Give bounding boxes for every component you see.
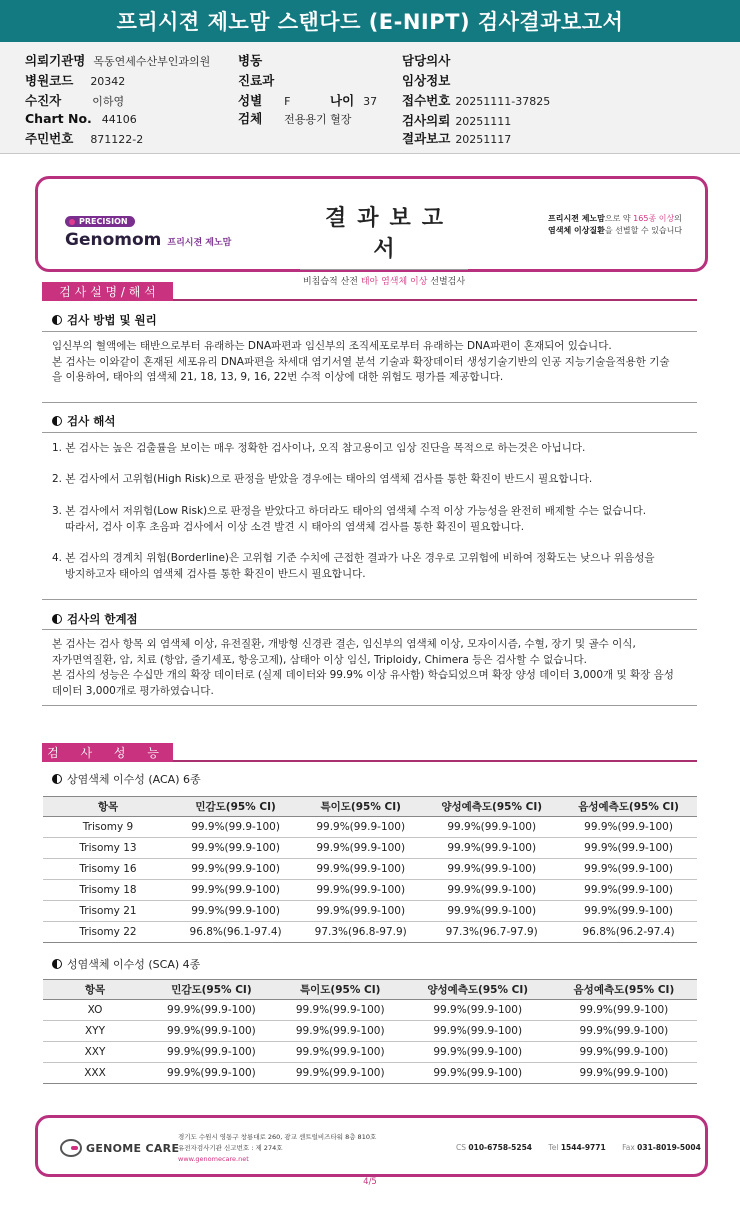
table-cell: XO: [43, 1000, 147, 1021]
chart-row: [25, 111, 137, 126]
clinical-row: [402, 71, 450, 89]
column-header: 항목: [43, 797, 173, 817]
request-value: 20251111: [455, 115, 512, 128]
subtitle-part: 선별검사: [427, 277, 466, 287]
tel-label: Tel: [548, 1143, 559, 1152]
table-cell: 99.9%(99.9-100): [560, 901, 697, 922]
dept-label: 진료과: [238, 73, 275, 88]
hospital-value: 목동연세수산부인과의원: [93, 55, 211, 68]
subtitle-part: 비침습적 산전: [302, 277, 361, 287]
address-line: 경기도 수원시 영통구 창룡대로 260, 광교 센트럴비즈타워 8층 810호: [178, 1133, 377, 1141]
doctor-label: 담당의사: [402, 53, 451, 68]
divider: [42, 599, 697, 600]
code-value: 20342: [90, 75, 126, 88]
interpretation-item: [52, 504, 692, 535]
doctor-row: [402, 51, 450, 69]
table-cell: 99.9%(99.9-100): [551, 1063, 697, 1084]
table-cell: 99.9%(99.9-100): [298, 901, 423, 922]
report-header-card: [35, 176, 708, 287]
sca-table-title: [52, 956, 200, 972]
aca-performance-table: [43, 796, 697, 943]
id-value: 871122-2: [90, 133, 144, 146]
logo-wordmark: [65, 230, 231, 250]
table-cell: 99.9%(99.9-100): [560, 859, 697, 880]
table-cell: 99.9%(99.9-100): [405, 1021, 551, 1042]
report-card-title: [300, 201, 468, 287]
sex-label: 성별: [238, 93, 263, 108]
half-circle-icon: [52, 315, 62, 325]
cs-number: 010-6758-5254: [468, 1143, 533, 1152]
half-circle-icon: [52, 614, 62, 624]
limitation-paragraph: [52, 637, 697, 699]
note-text: 으로 약: [604, 214, 634, 223]
footer-contacts: [456, 1143, 701, 1152]
code-row: [25, 71, 125, 89]
limitation-heading: [52, 611, 138, 627]
note-text: 을 선별할 수 있습니다: [604, 226, 683, 235]
interpretation-line: 따라서, 검사 이후 초음파 검사에서 이상 소견 발견 시 태아의 염색체 검사를 통한 확진이 필요합니다.: [65, 520, 525, 533]
method-line: 임신부의 혈액에는 태반으로부터 유래하는 DNA파편과 임신부의 조직세포로부터 유래하는 DNA파편이 혼재되어 있습니다.: [52, 340, 612, 352]
age-row: [330, 91, 377, 109]
column-header: 특이도(95% CI): [276, 980, 405, 1000]
specimen-label: 검체: [238, 111, 263, 126]
page-number: 4/5: [363, 1177, 377, 1187]
license-line: 유전자검사기관 신고번호 : 제 274호: [178, 1144, 283, 1152]
chart-label: Chart No.: [25, 111, 92, 126]
table-cell: Trisomy 13: [43, 838, 173, 859]
table-cell: 99.9%(99.9-100): [551, 1000, 697, 1021]
interpretation-title: 검사 해석: [67, 414, 116, 428]
interpretation-line: 3. 본 검사에서 저위험(Low Risk)으로 판정을 받았다고 하더라도 태아의 염색체 수적 이상 가능성을 완전히 배제할 수는 없습니다.: [52, 505, 647, 517]
table-cell: 99.9%(99.9-100): [298, 880, 423, 901]
subtitle-highlight: 태아 염색체 이상: [360, 277, 428, 287]
interpretation-item: [52, 472, 692, 488]
column-header: 음성예측도(95% CI): [551, 980, 697, 1000]
limitation-line: 본 검사는 검사 항목 외 염색체 이상, 유전질환, 개방형 신경관 결손, 임신부의 염색체 이상, 모자이시즘, 수혈, 장기 및 골수 이식,: [52, 638, 636, 650]
note-highlight: 165종 이상: [633, 214, 675, 223]
table-cell: Trisomy 18: [43, 880, 173, 901]
limitation-line: 데이터 3,000개로 평가하였습니다.: [52, 684, 214, 697]
table-header-row: [43, 980, 697, 1000]
table-cell: 99.9%(99.9-100): [560, 817, 697, 838]
table-cell: 99.9%(99.9-100): [298, 817, 423, 838]
column-header: 음성예측도(95% CI): [560, 797, 697, 817]
footer-card: [35, 1115, 708, 1177]
interpretation-line: 방지하고자 태아의 염색체 검사를 통한 확진이 반드시 필요합니다.: [65, 567, 366, 580]
column-header: 항목: [43, 980, 147, 1000]
column-header: 양성예측도(95% CI): [405, 980, 551, 1000]
fax-label: Fax: [622, 1143, 635, 1152]
limitation-line: 본 검사의 성능은 수십만 개의 확장 데이터로 (실제 데이터와 99.9% 이상 유사함) 학습되었으며 확장 양성 데이터 3,000개 및 확장 음성: [52, 669, 674, 681]
table-cell: 99.9%(99.9-100): [423, 859, 560, 880]
table-cell: 99.9%(99.9-100): [423, 880, 560, 901]
request-row: [402, 111, 511, 129]
table-row: [43, 838, 697, 859]
genome-care-logo-icon: [60, 1139, 82, 1157]
limitation-title: 검사의 한계점: [67, 612, 138, 626]
column-header: 민감도(95% CI): [173, 797, 298, 817]
table-row: [43, 922, 697, 943]
report-date-value: 20251117: [455, 133, 512, 146]
request-label: 검사의뢰: [402, 113, 451, 128]
column-header: 민감도(95% CI): [147, 980, 276, 1000]
badge-dot-icon: [69, 219, 75, 225]
table-cell: 99.9%(99.9-100): [276, 1063, 405, 1084]
table-header-row: [43, 797, 697, 817]
table-cell: 99.9%(99.9-100): [147, 1021, 276, 1042]
dept-row: [238, 71, 274, 89]
method-line: 본 검사는 이와같이 혼재된 세포유리 DNA파편을 차세대 염기서열 분석 기술과 확장데이터 생성기술기반의 인공 지능기술을적용한 기술: [52, 355, 670, 368]
table-cell: 99.9%(99.9-100): [173, 901, 298, 922]
table-cell: Trisomy 16: [43, 859, 173, 880]
limitation-line: 자가면역질환, 암, 치료 (항암, 줄기세포, 항응고제), 삼태아 이상 임신, Triploidy, Chimera 등은 검사할 수 없습니다.: [52, 653, 588, 666]
half-circle-icon: [52, 774, 62, 784]
column-header: 특이도(95% CI): [298, 797, 423, 817]
age-value: 37: [363, 95, 378, 108]
table-row: [43, 901, 697, 922]
note-brand: 프리시젼 제노맘: [548, 214, 605, 223]
brand-name: Genomom: [65, 230, 162, 250]
table-cell: 99.9%(99.9-100): [173, 817, 298, 838]
table-cell: 99.9%(99.9-100): [423, 901, 560, 922]
specimen-row: [238, 109, 351, 127]
half-circle-icon: [52, 416, 62, 426]
table-cell: 99.9%(99.9-100): [147, 1000, 276, 1021]
sex-value: F: [284, 95, 291, 108]
interpretation-line: 4. 본 검사의 경계치 위험(Borderline)은 고위험 기준 수치에 근접한 결과가 나온 경우로 고위험에 비하여 정확도는 낮으나 위음성을: [52, 552, 655, 564]
table-cell: 99.9%(99.9-100): [147, 1063, 276, 1084]
table-cell: Trisomy 21: [43, 901, 173, 922]
brand-subname: 프리시젼 제노맘: [167, 238, 232, 248]
table-cell: 96.8%(96.1-97.4): [173, 922, 298, 943]
interpretation-line: 1. 본 검사는 높은 검출률을 보이는 매우 정확한 검사이나, 오직 참고용이고 임상 진단을 목적으로 하는것은 아닙니다.: [52, 442, 586, 454]
ward-label: 병동: [238, 53, 263, 68]
table-cell: 99.9%(99.9-100): [551, 1021, 697, 1042]
table-cell: 99.9%(99.9-100): [560, 880, 697, 901]
chart-value: 44106: [101, 113, 137, 126]
subject-label: 수진자: [25, 93, 62, 108]
code-label: 병원코드: [25, 73, 74, 88]
table-row: [43, 1063, 697, 1084]
method-heading: [52, 312, 157, 328]
table-cell: 97.3%(96.7-97.9): [423, 922, 560, 943]
table-cell: 99.9%(99.9-100): [173, 880, 298, 901]
divider: [42, 331, 697, 332]
interpretation-line: 2. 본 검사에서 고위험(High Risk)으로 판정을 받았을 경우에는 태아의 염색체 검사를 통한 확진이 반드시 필요합니다.: [52, 473, 593, 485]
note-bold: 염색체 이상질환: [548, 226, 605, 235]
table-row: [43, 880, 697, 901]
subject-row: [25, 91, 124, 109]
footer-address: [178, 1132, 376, 1165]
table-cell: 99.9%(99.9-100): [405, 1000, 551, 1021]
cs-label: CS: [456, 1143, 466, 1152]
table-cell: 99.9%(99.9-100): [298, 859, 423, 880]
half-circle-icon: [52, 959, 62, 969]
divider: [42, 705, 697, 706]
table-row: [43, 1042, 697, 1063]
table-cell: 99.9%(99.9-100): [298, 838, 423, 859]
method-line: 을 이용하여, 태아의 염색체 21, 18, 13, 9, 16, 22번 수적 이상에 대한 위험도 평가를 제공합니다.: [52, 371, 504, 383]
table-cell: XXY: [43, 1042, 147, 1063]
aca-title-text: 상염색체 이수성 (ACA) 6종: [67, 773, 201, 786]
report-date-row: [402, 129, 511, 147]
receipt-label: 접수번호: [402, 93, 451, 108]
table-row: [43, 859, 697, 880]
genome-care-logo: [60, 1139, 179, 1157]
specimen-value: 전용용기 혈장: [284, 113, 352, 126]
method-title: 검사 방법 및 원리: [67, 313, 157, 327]
aca-table-title: [52, 771, 201, 787]
section-header-description: [42, 282, 697, 301]
table-cell: 99.9%(99.9-100): [551, 1042, 697, 1063]
tel-number: 1544-9771: [560, 1143, 606, 1152]
table-cell: 99.9%(99.9-100): [173, 838, 298, 859]
sca-title-text: 성염색체 이수성 (SCA) 4종: [67, 958, 201, 971]
sex-row: [238, 91, 290, 109]
divider: [42, 432, 697, 433]
table-cell: 99.9%(99.9-100): [147, 1042, 276, 1063]
table-cell: 99.9%(99.9-100): [560, 838, 697, 859]
table-cell: 99.9%(99.9-100): [423, 817, 560, 838]
table-cell: 99.9%(99.9-100): [276, 1021, 405, 1042]
table-cell: XXX: [43, 1063, 147, 1084]
hospital-row: [25, 51, 210, 69]
table-cell: 99.9%(99.9-100): [173, 859, 298, 880]
table-cell: 99.9%(99.9-100): [276, 1042, 405, 1063]
header-note: [548, 213, 682, 237]
report-title: 프리시젼 제노맘 스탠다드 (E-NIPT) 검사결과보고서: [116, 10, 624, 34]
method-paragraph: [52, 339, 697, 386]
precision-badge: [65, 216, 135, 227]
report-date-label: 결과보고: [402, 131, 451, 146]
ward-row: [238, 51, 262, 69]
interpretation-item: [52, 551, 692, 582]
table-cell: 99.9%(99.9-100): [405, 1063, 551, 1084]
id-row: [25, 129, 143, 147]
subject-value: 이하영: [92, 95, 125, 108]
divider: [42, 402, 697, 403]
table-cell: 99.9%(99.9-100): [405, 1042, 551, 1063]
patient-info-panel: [0, 42, 740, 154]
genomom-logo: [65, 209, 231, 250]
interpretation-item: [52, 441, 692, 457]
table-row: [43, 817, 697, 838]
receipt-row: [402, 91, 550, 109]
table-cell: 99.9%(99.9-100): [423, 838, 560, 859]
divider: [42, 629, 697, 630]
section-header-performance: [42, 743, 697, 762]
table-cell: 97.3%(96.8-97.9): [298, 922, 423, 943]
table-row: [43, 1000, 697, 1021]
column-header: 양성예측도(95% CI): [423, 797, 560, 817]
interpretation-heading: [52, 413, 115, 429]
table-cell: 99.9%(99.9-100): [276, 1000, 405, 1021]
note-text: 의: [674, 214, 682, 223]
report-title-bar: [0, 0, 740, 42]
receipt-value: 20251111-37825: [455, 95, 551, 108]
report-card-heading: 결과보고서: [300, 201, 468, 270]
table-cell: Trisomy 22: [43, 922, 173, 943]
age-label: 나이: [330, 93, 355, 108]
hospital-label: 의뢰기관명: [25, 53, 86, 68]
id-label: 주민번호: [25, 131, 74, 146]
genome-care-wordmark: GENOME CARE: [86, 1141, 180, 1155]
sca-performance-table: [43, 979, 697, 1084]
clinical-label: 임상정보: [402, 73, 451, 88]
table-cell: XYY: [43, 1021, 147, 1042]
table-cell: 96.8%(96.2-97.4): [560, 922, 697, 943]
precision-text: PRECISION: [79, 217, 128, 226]
fax-number: 031-8019-5004: [637, 1143, 701, 1152]
table-row: [43, 1021, 697, 1042]
section-tab-performance: 검 사 성 능: [42, 743, 173, 762]
section-tab-description: 검 사 설 명 / 해 석: [42, 282, 173, 301]
website-link[interactable]: www.genomecare.net: [178, 1155, 249, 1163]
table-cell: Trisomy 9: [43, 817, 173, 838]
